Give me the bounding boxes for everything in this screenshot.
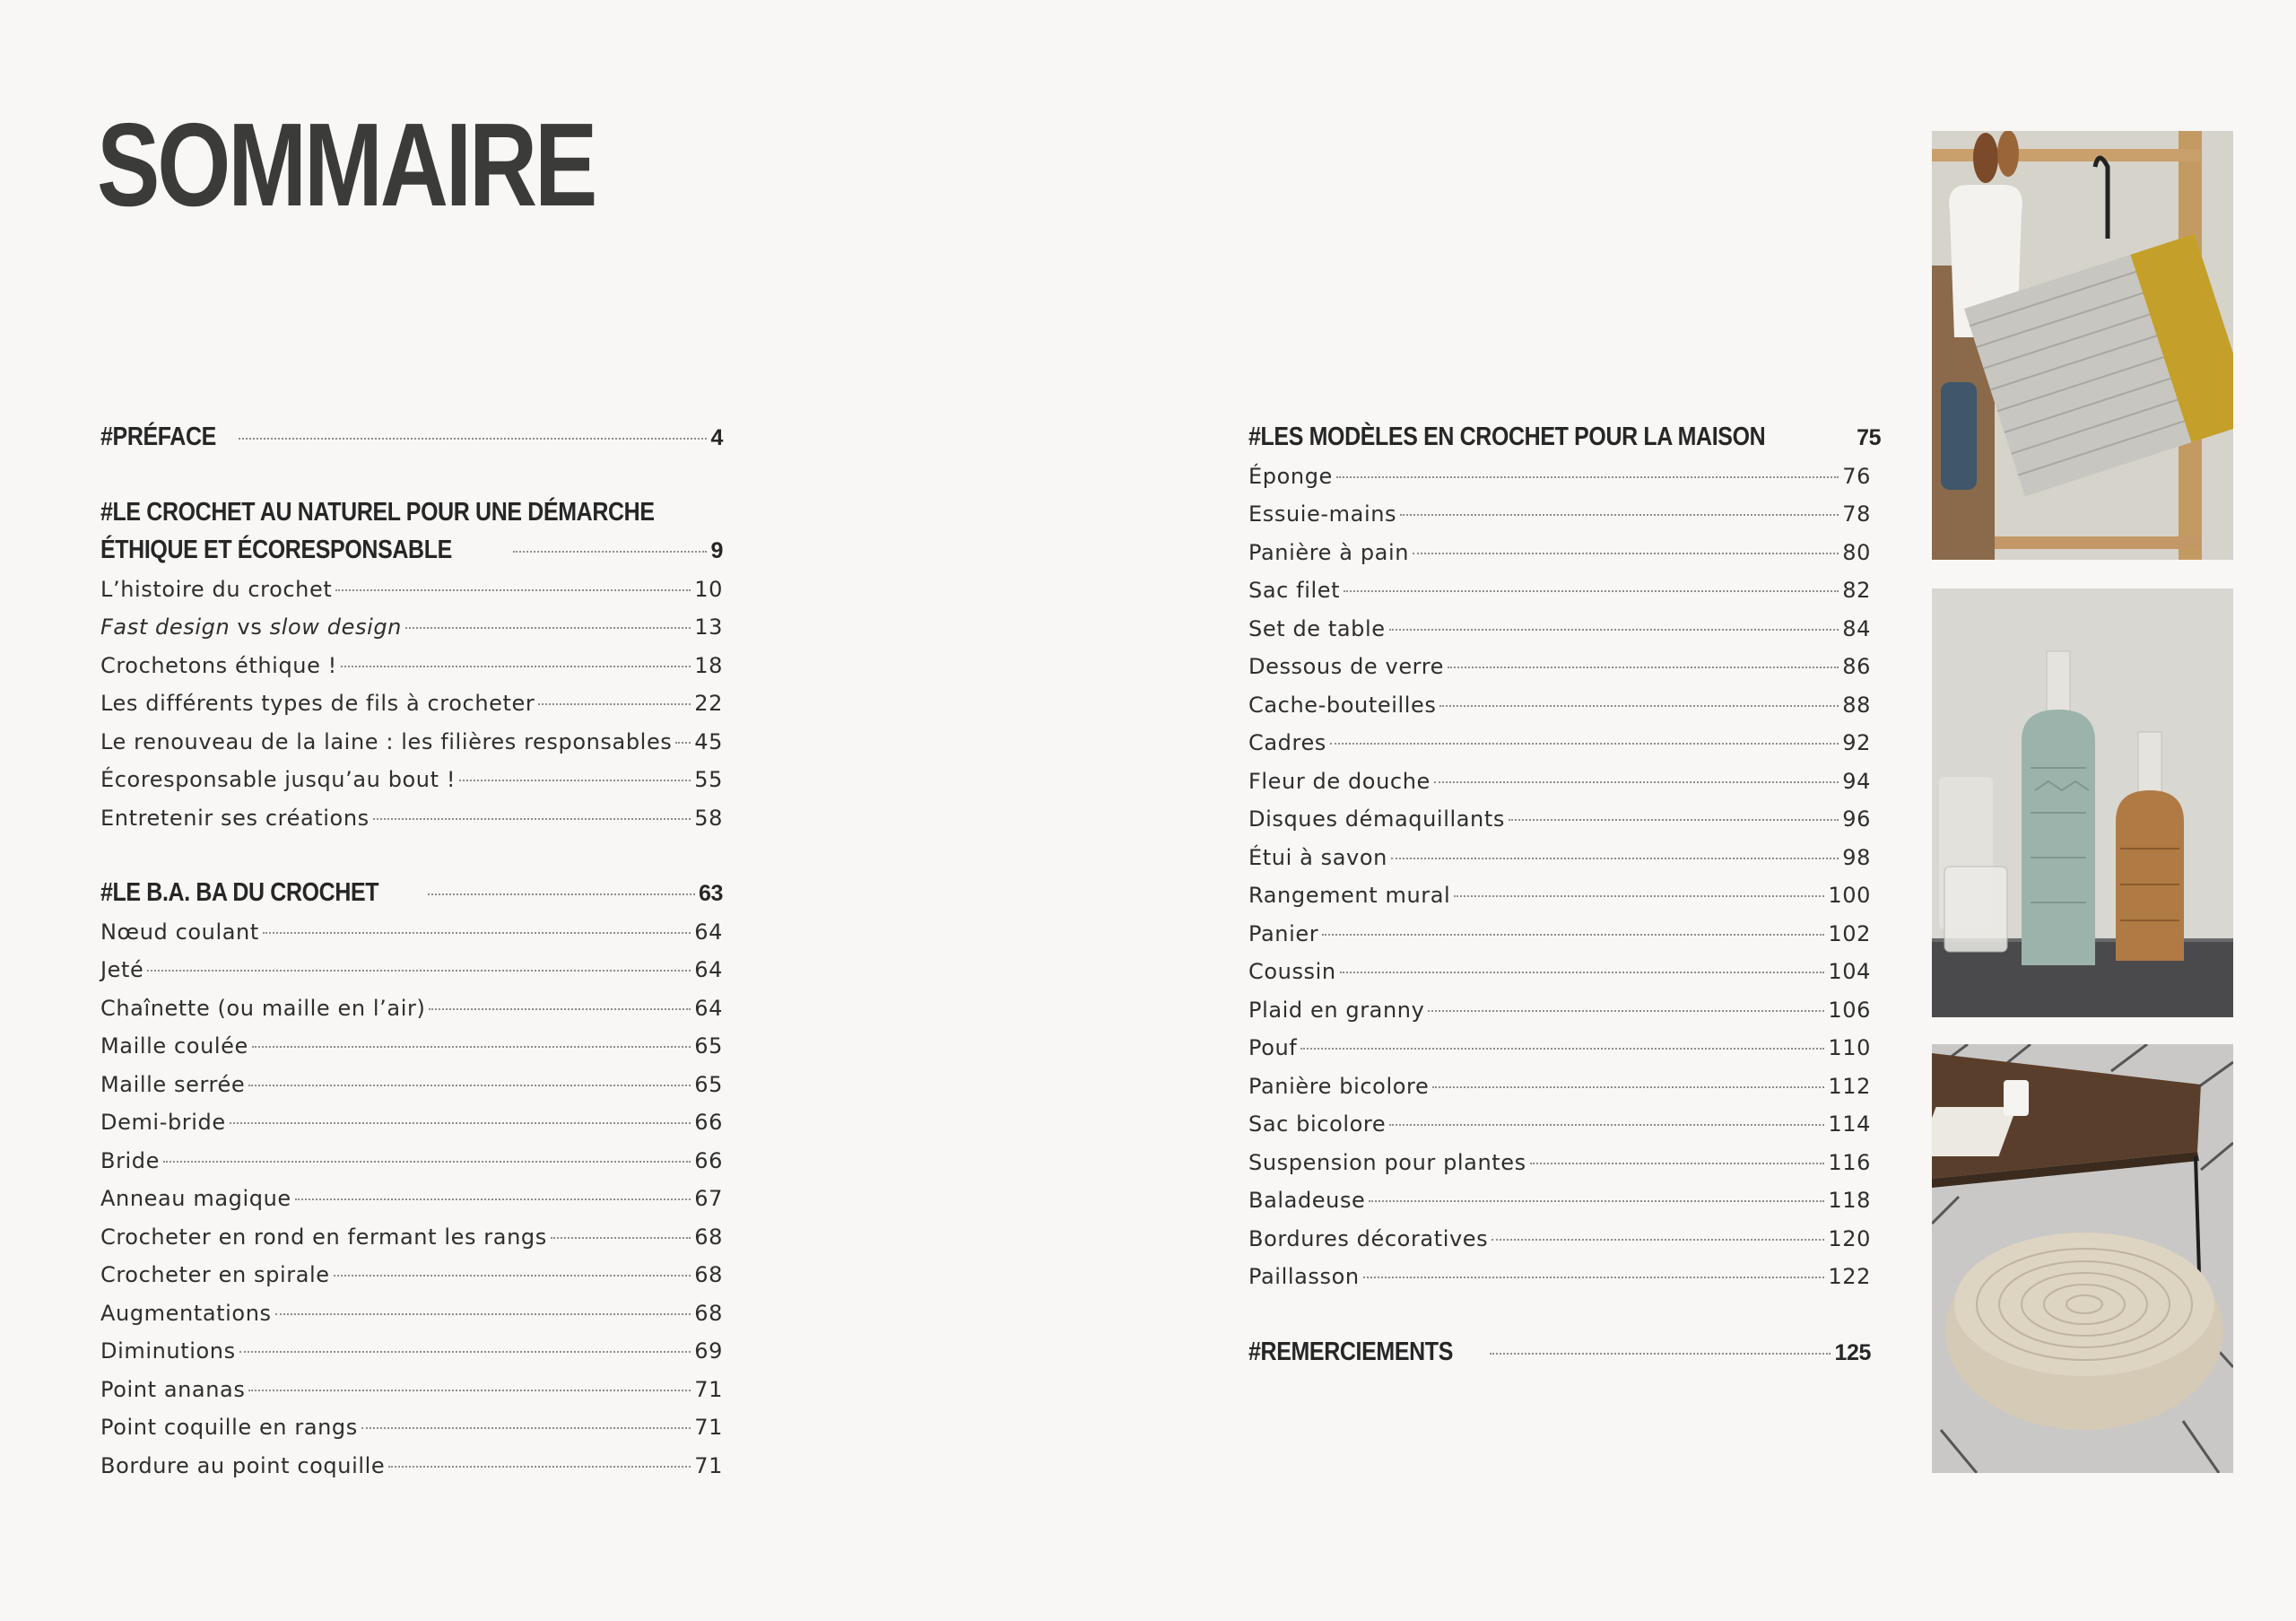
toc-entry[interactable] (1248, 1144, 1871, 1182)
toc-entry[interactable] (1248, 534, 1871, 572)
toc-page-number: 84 (1842, 615, 1871, 641)
toc-entry-label: Dessous de verre (1248, 654, 1445, 679)
toc-page-number: 58 (694, 805, 723, 831)
leader-dots (1336, 476, 1839, 478)
toc-entry-label: Panière à pain (1248, 539, 1410, 565)
toc-entry[interactable] (100, 1256, 723, 1294)
leader-dots (551, 1237, 691, 1239)
toc-entry-label: Cadres (1248, 730, 1326, 755)
leader-dots (373, 818, 691, 820)
toc-page-number: 102 (1828, 920, 1871, 946)
toc-page-number: 68 (694, 1262, 723, 1287)
toc-entry[interactable] (1248, 1181, 1871, 1220)
toc-page-number: 71 (694, 1415, 723, 1440)
toc-page-number: 65 (694, 1071, 723, 1097)
toc-heading-preface[interactable] (100, 418, 723, 458)
toc-entry-label: Nœud coulant (100, 919, 259, 945)
toc-entry-label: Bordure au point coquille (100, 1452, 386, 1478)
toc-entry-label: Bordures décoratives (1248, 1225, 1489, 1251)
toc-entry[interactable] (100, 1371, 723, 1409)
leader-dots (1490, 1353, 1831, 1355)
leader-dots (1389, 629, 1839, 631)
toc-heading-label: ÉTHIQUE ET ÉCORESPONSABLE (100, 536, 452, 564)
leader-dots (1509, 819, 1839, 821)
toc-entry[interactable] (100, 723, 723, 762)
toc-entry-label: Maille coulée (100, 1033, 248, 1059)
toc-heading-label: #REMERCIEMENTS (1248, 1337, 1453, 1366)
toc-entry-label: Fast design vs slow design (100, 614, 402, 640)
leader-dots (248, 1085, 691, 1086)
toc-page-number: 4 (710, 425, 723, 450)
toc-entry[interactable] (1248, 1068, 1871, 1106)
leader-dots (1391, 858, 1839, 859)
toc-entry-label: Fleur de douche (1248, 768, 1431, 794)
toc-right-column (1248, 418, 1882, 1372)
photo-pouf (1932, 1044, 2233, 1473)
leader-dots (1389, 1124, 1824, 1126)
toc-entry[interactable] (100, 571, 723, 609)
toc-entry[interactable] (1248, 1029, 1871, 1068)
leader-dots (252, 1046, 691, 1048)
leader-dots (230, 1122, 691, 1124)
toc-entry[interactable] (1248, 876, 1871, 915)
leader-dots (1300, 1048, 1824, 1050)
toc-entry[interactable] (100, 1332, 723, 1371)
toc-page-number: 106 (1828, 997, 1871, 1023)
toc-page-number: 80 (1842, 539, 1871, 565)
toc-entry[interactable] (1248, 991, 1871, 1030)
toc-page-number: 71 (694, 1452, 723, 1478)
leader-dots (163, 1161, 691, 1163)
toc-page-number: 64 (694, 919, 723, 945)
toc-entry[interactable] (1248, 1220, 1871, 1259)
toc-entry-label: Crochetons éthique ! (100, 652, 337, 678)
toc-entry-label: Chaînette (ou maille en l’air) (100, 995, 426, 1021)
toc-heading-modeles[interactable] (1248, 418, 1882, 458)
toc-entry[interactable] (100, 1180, 723, 1218)
toc-heading-label: #LE B.A. BA DU CROCHET (100, 878, 379, 907)
toc-entry[interactable] (1248, 763, 1871, 801)
toc-heading-label: #PRÉFACE (100, 423, 216, 451)
leader-dots (335, 589, 691, 591)
toc-page-number: 66 (694, 1147, 723, 1173)
toc-entry-label: Sac bicolore (1248, 1111, 1387, 1137)
toc-entry[interactable] (100, 1103, 723, 1142)
toc-page-number: 45 (694, 728, 723, 754)
toc-entry-label: Paillasson (1248, 1264, 1360, 1289)
leader-dots (675, 742, 691, 744)
toc-page-number: 118 (1828, 1188, 1871, 1213)
toc-entry-label: Sac filet (1248, 578, 1341, 603)
toc-page-number: 55 (694, 767, 723, 792)
toc-entry-label: L’histoire du crochet (100, 576, 333, 602)
toc-page-number: 110 (1828, 1035, 1871, 1060)
toc-entry[interactable] (1248, 495, 1871, 534)
leader-dots (295, 1198, 691, 1200)
toc-entry[interactable] (100, 1066, 723, 1104)
toc-entry-label: Anneau magique (100, 1186, 291, 1211)
toc-page-number: 75 (1857, 425, 1882, 450)
leader-dots (1344, 590, 1839, 592)
toc-page-number: 76 (1842, 463, 1871, 489)
toc-entry-label: Étui à savon (1248, 844, 1387, 870)
toc-entry[interactable] (100, 951, 723, 989)
toc-entry-label: Maille serrée (100, 1071, 246, 1097)
toc-entry[interactable] (1248, 458, 1871, 496)
toc-entry[interactable] (1248, 648, 1871, 686)
toc-entry-label: Jeté (100, 957, 144, 982)
toc-page-number: 114 (1828, 1111, 1871, 1137)
toc-entry-label: Point coquille en rangs (100, 1415, 358, 1440)
toc-page-number: 120 (1828, 1225, 1871, 1251)
leader-dots (361, 1427, 691, 1429)
leader-dots (147, 970, 691, 972)
toc-entry-label: Rangement mural (1248, 883, 1451, 908)
toc-entry[interactable] (100, 608, 723, 647)
toc-page-number: 68 (694, 1224, 723, 1250)
leader-dots (538, 703, 691, 705)
toc-page-number: 68 (694, 1300, 723, 1326)
toc-page-number: 9 (710, 538, 723, 563)
leader-dots (1439, 705, 1839, 707)
toc-entry-label: Crocheter en spirale (100, 1262, 330, 1287)
toc-entry[interactable] (100, 1027, 723, 1066)
toc-entry[interactable] (100, 1294, 723, 1333)
leader-dots (405, 627, 691, 629)
toc-page-number: 71 (694, 1376, 723, 1402)
toc-entry[interactable] (1248, 839, 1871, 877)
leader-dots (239, 438, 708, 440)
toc-page-number: 63 (698, 881, 723, 906)
toc-entry[interactable] (1248, 1105, 1871, 1144)
toc-entry-label: Panière bicolore (1248, 1073, 1430, 1099)
toc-entry-label: Écoresponsable jusqu’au bout ! (100, 767, 457, 792)
toc-entry-label: Entretenir ses créations (100, 805, 370, 831)
page-title: SOMMAIRE (97, 99, 596, 231)
toc-entry[interactable] (1248, 571, 1871, 610)
leader-dots (513, 551, 708, 553)
toc-heading-label: #LES MODÈLES EN CROCHET POUR LA MAISON (1248, 423, 1766, 451)
toc-entry-label: Crocheter en rond en fermant les rangs (100, 1224, 547, 1250)
toc-entry[interactable] (100, 1408, 723, 1447)
toc-entry-label: Baladeuse (1248, 1188, 1366, 1213)
toc-page-number: 122 (1828, 1264, 1871, 1289)
leader-dots (1322, 934, 1824, 936)
leader-dots (263, 932, 691, 934)
toc-page-number: 96 (1842, 806, 1871, 832)
leader-dots (1340, 972, 1825, 973)
leader-dots (428, 893, 695, 895)
toc-entry[interactable] (1248, 686, 1871, 725)
toc-entry-label: Panier (1248, 920, 1319, 946)
toc-page-number: 100 (1828, 883, 1871, 908)
toc-page-number: 66 (694, 1110, 723, 1135)
toc-entry-label: Coussin (1248, 959, 1336, 984)
toc-page-number: 67 (694, 1186, 723, 1211)
toc-entry-label: Point ananas (100, 1376, 246, 1402)
toc-page-number: 69 (694, 1338, 723, 1364)
leader-dots (1330, 743, 1839, 745)
toc-page-number: 64 (694, 957, 723, 982)
toc-entry[interactable] (100, 989, 723, 1028)
toc-entry[interactable] (1248, 724, 1871, 763)
leader-dots (275, 1313, 691, 1315)
toc-entry[interactable] (1248, 915, 1871, 954)
toc-entry-label: Demi-bride (100, 1110, 226, 1135)
toc-heading-crochet-naturel-line1[interactable]: #LE CROCHET AU NATUREL POUR UNE DÉMARCHE (100, 497, 655, 527)
toc-entry-label: Augmentations (100, 1300, 272, 1326)
toc-entry[interactable] (100, 1218, 723, 1257)
toc-entry[interactable] (100, 684, 723, 723)
toc-page-number: 112 (1828, 1073, 1871, 1099)
toc-entry[interactable] (1248, 953, 1871, 991)
toc-entry[interactable] (1248, 610, 1871, 649)
leader-dots (429, 1008, 691, 1010)
toc-page-number: 78 (1842, 501, 1871, 527)
leader-dots (1454, 895, 1824, 897)
leader-dots (248, 1390, 691, 1391)
toc-page-number: 88 (1842, 692, 1871, 718)
toc-entry-label: Diminutions (100, 1338, 236, 1364)
toc-entry-label: Cache-bouteilles (1248, 692, 1437, 718)
toc-entry-label: Les différents types de fils à crocheter (100, 691, 535, 716)
toc-entry[interactable] (1248, 800, 1871, 839)
leader-dots (341, 666, 691, 667)
leader-dots (1413, 553, 1839, 554)
photo-potholder (1932, 131, 2233, 560)
toc-page-number: 116 (1828, 1149, 1871, 1175)
toc-entry-label: Plaid en granny (1248, 997, 1425, 1023)
toc-left-column (100, 418, 723, 1485)
toc-entry-label: Essuie-mains (1248, 501, 1397, 527)
leader-dots (1428, 1010, 1824, 1012)
toc-entry[interactable] (100, 1142, 723, 1181)
toc-page-number: 18 (694, 652, 723, 678)
toc-heading-ba-ba[interactable] (100, 874, 723, 913)
leader-dots (1400, 514, 1839, 516)
toc-entry-label: Set de table (1248, 615, 1386, 641)
leader-dots (1434, 781, 1839, 783)
toc-page-number: 104 (1828, 959, 1871, 984)
leader-dots (1432, 1086, 1824, 1088)
toc-entry-label: Le renouveau de la laine : les filières responsables (100, 728, 673, 754)
toc-entry[interactable] (100, 799, 723, 838)
leader-dots (1363, 1277, 1825, 1278)
toc-entry[interactable] (100, 647, 723, 685)
toc-entry-label: Bride (100, 1147, 160, 1173)
toc-entry[interactable] (100, 913, 723, 952)
toc-entry[interactable] (100, 1447, 723, 1486)
toc-page-number: 94 (1842, 768, 1871, 794)
leader-dots (1530, 1163, 1825, 1164)
toc-entry[interactable] (1248, 1258, 1871, 1296)
toc-page-number: 92 (1842, 730, 1871, 755)
leader-dots (1492, 1239, 1824, 1241)
toc-page-number: 65 (694, 1033, 723, 1059)
leader-dots (1369, 1200, 1824, 1202)
toc-heading-crochet-naturel[interactable] (100, 531, 723, 571)
toc-entry-label: Suspension pour plantes (1248, 1149, 1526, 1175)
leader-dots (334, 1275, 691, 1277)
toc-entry[interactable] (100, 761, 723, 799)
toc-page-number: 98 (1842, 844, 1871, 870)
toc-entry-label: Éponge (1248, 463, 1333, 489)
leader-dots (239, 1351, 691, 1353)
photo-bottle-covers (1932, 588, 2233, 1017)
leader-dots (459, 780, 691, 781)
toc-page-number: 64 (694, 995, 723, 1021)
toc-page-number: 82 (1842, 578, 1871, 603)
toc-page-number: 13 (694, 614, 723, 640)
leader-dots (388, 1466, 691, 1468)
toc-entry-label: Pouf (1248, 1035, 1298, 1060)
toc-page-number: 22 (694, 691, 723, 716)
leader-dots (1448, 667, 1839, 668)
toc-entry-label: Disques démaquillants (1248, 806, 1505, 832)
toc-page-number: 125 (1834, 1339, 1871, 1365)
toc-heading-remerciements[interactable] (1248, 1333, 1871, 1373)
toc-page-number: 10 (694, 576, 723, 602)
toc-page-number: 86 (1842, 654, 1871, 679)
